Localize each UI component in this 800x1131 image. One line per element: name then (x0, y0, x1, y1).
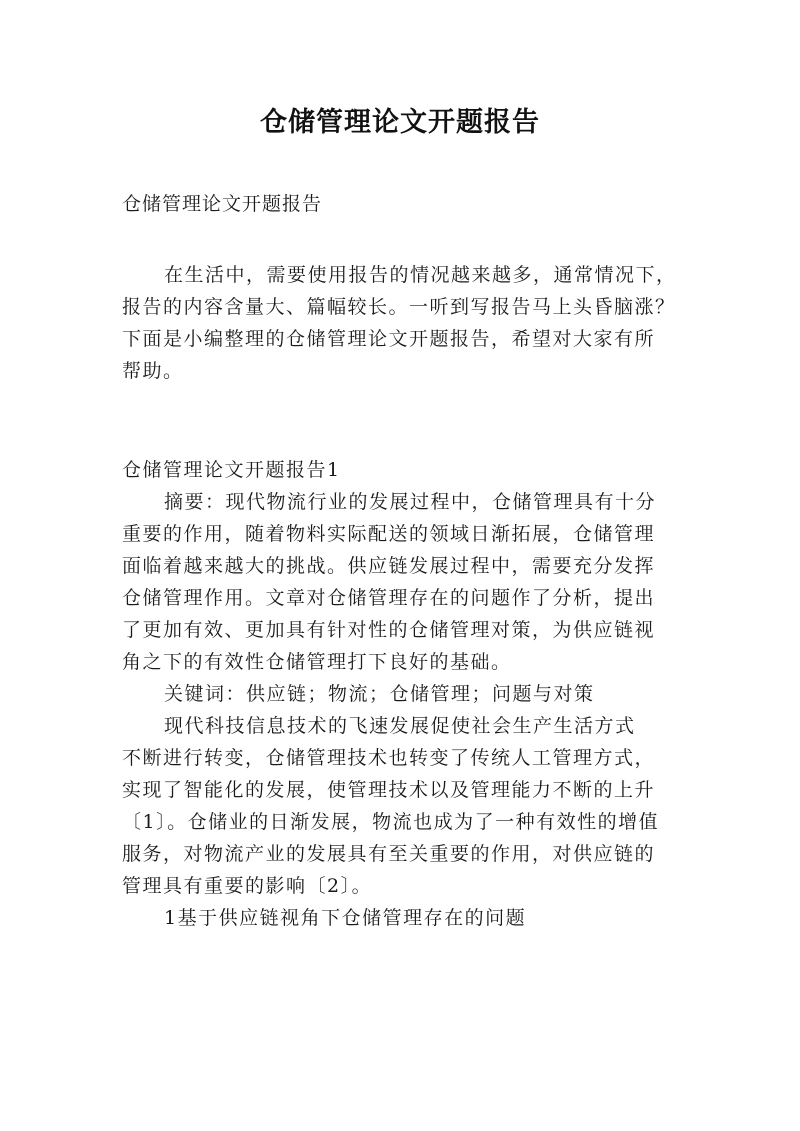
paragraph-line: 仓储管理作用。文章对仓储管理存在的问题作了分析，提出 (122, 587, 656, 609)
paragraph-line: 报告的内容含量大、篇幅较长。一听到写报告马上头昏脑涨？ (122, 296, 676, 318)
paragraph-line: 角之下的有效性仓储管理打下良好的基础。 (122, 651, 512, 673)
section-heading: 仓储管理论文开题报告1 (122, 459, 341, 481)
subsection-heading: 1基于供应链视角下仓储管理存在的问题 (164, 907, 527, 929)
paragraph-line: 实现了智能化的发展，使管理技术以及管理能力不断的上升 (122, 779, 656, 801)
paragraph-line: 现代科技信息技术的飞速发展促使社会生产生活方式 (164, 715, 636, 737)
paragraph-line: 管理具有重要的影响〔2〕。 (122, 875, 373, 897)
paragraph-line: 帮助。 (122, 360, 184, 382)
abstract-paragraph (122, 486, 682, 678)
paragraph-line: 了更加有效、更加具有针对性的仓储管理对策，为供应链视 (122, 619, 656, 641)
document-title: 仓储管理论文开题报告 (260, 107, 540, 138)
paragraph-line: 摘要：现代物流行业的发展过程中，仓储管理具有十分 (164, 491, 657, 513)
body-paragraph (122, 710, 682, 902)
paragraph-line: 服务，对物流产业的发展具有至关重要的作用，对供应链的 (122, 843, 656, 865)
document-subtitle: 仓储管理论文开题报告 (122, 193, 323, 215)
keywords-line: 关键词：供应链；物流；仓储管理；问题与对策 (164, 683, 595, 705)
paragraph-line: 在生活中，需要使用报告的情况越来越多，通常情况下， (164, 264, 677, 286)
paragraph-line: 面临着越来越大的挑战。供应链发展过程中，需要充分发挥 (122, 555, 656, 577)
paragraph-line: 不断进行转变，仓储管理技术也转变了传统人工管理方式， (122, 747, 656, 769)
report-section-1 (122, 454, 682, 934)
paragraph-line: 重要的作用，随着物料实际配送的领域日渐拓展，仓储管理 (122, 523, 656, 545)
paragraph-line: 〔1〕。仓储业的日渐发展，物流也成为了一种有效性的增值 (122, 811, 660, 833)
paragraph-line: 下面是小编整理的仓储管理论文开题报告，希望对大家有所 (122, 328, 656, 350)
intro-paragraph (122, 259, 682, 387)
